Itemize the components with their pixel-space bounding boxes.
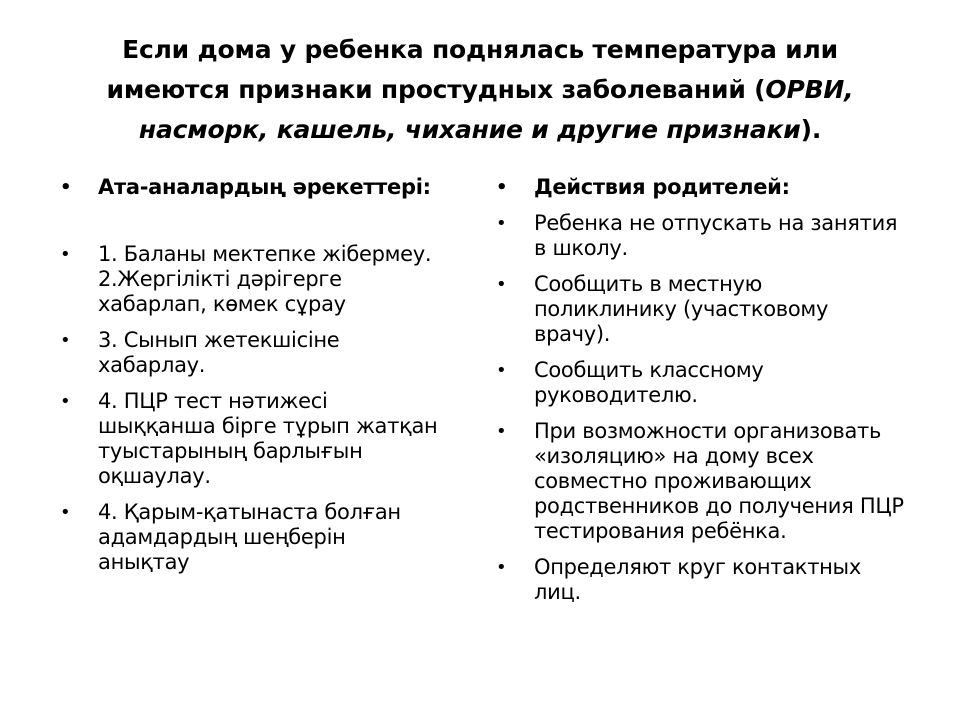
left-column [58,175,438,586]
bullet: • [496,177,508,198]
left-heading: Ата-аналардың әрекеттері: [98,175,431,199]
title-line-2-text: имеются признаки простудных заболеваний ( [106,75,766,104]
list-item-text: 4. ПЦР тест нәтижесі шыққанша бірге тұрып жатқан туыстарының барлығын оқшаулау. [98,389,438,488]
list-item [58,328,438,378]
list-item [494,419,904,544]
title-line-1: Если дома у ребенка поднялась температура или [122,35,838,64]
bullet: • [496,421,507,442]
list-item-text: 1. Баланы мектепке жібермеу. 2.Жергілікті дәрігерге хабарлап, көмек сұрау [98,242,432,316]
bullet: • [496,274,507,295]
list-item [58,500,438,575]
bullet: • [496,360,507,381]
title-line-2-italic: ОРВИ, [765,75,854,104]
title-line-3-italic: насморк, кашель, чихание и другие признаки [138,115,801,144]
list-item-text: 4. Қарым-қатынаста болған адамдардың шеңберін анықтау [98,500,401,574]
bullet: • [60,330,71,351]
list-item [58,242,438,317]
list-item [494,555,904,605]
right-heading: Действия родителей: [534,175,790,199]
list-item-text: Ребенка не отпускать на занятия в школу. [534,211,898,260]
list-item [58,389,438,489]
bullet: • [60,177,72,198]
list-item-text: Сообщить в местную поликлинику (участковому врачу). [534,272,829,346]
slide-title [70,30,890,150]
list-item [494,358,904,408]
title-line-3-text: ). [800,115,822,144]
title-line-3 [70,110,890,150]
bullet: • [60,244,71,265]
bullet: • [496,557,507,578]
list-item-text: 3. Сынып жетекшісіне хабарлау. [98,328,340,377]
list-item [494,211,904,261]
right-column [494,175,904,616]
title-line-2 [70,70,890,110]
list-item-text: При возможности организовать «изоляцию» на дому всех совместно проживающих родственников до получения ПЦР тестирования ребёнка. [534,419,904,543]
right-heading-item [494,175,904,200]
list-item-text: Сообщить классному руководителю. [534,358,764,407]
bullet: • [60,391,71,412]
list-item-text: Определяют круг контактных лиц. [534,555,861,604]
left-heading-item [58,175,438,200]
list-item [494,272,904,347]
bullet: • [496,213,507,234]
bullet: • [60,502,71,523]
